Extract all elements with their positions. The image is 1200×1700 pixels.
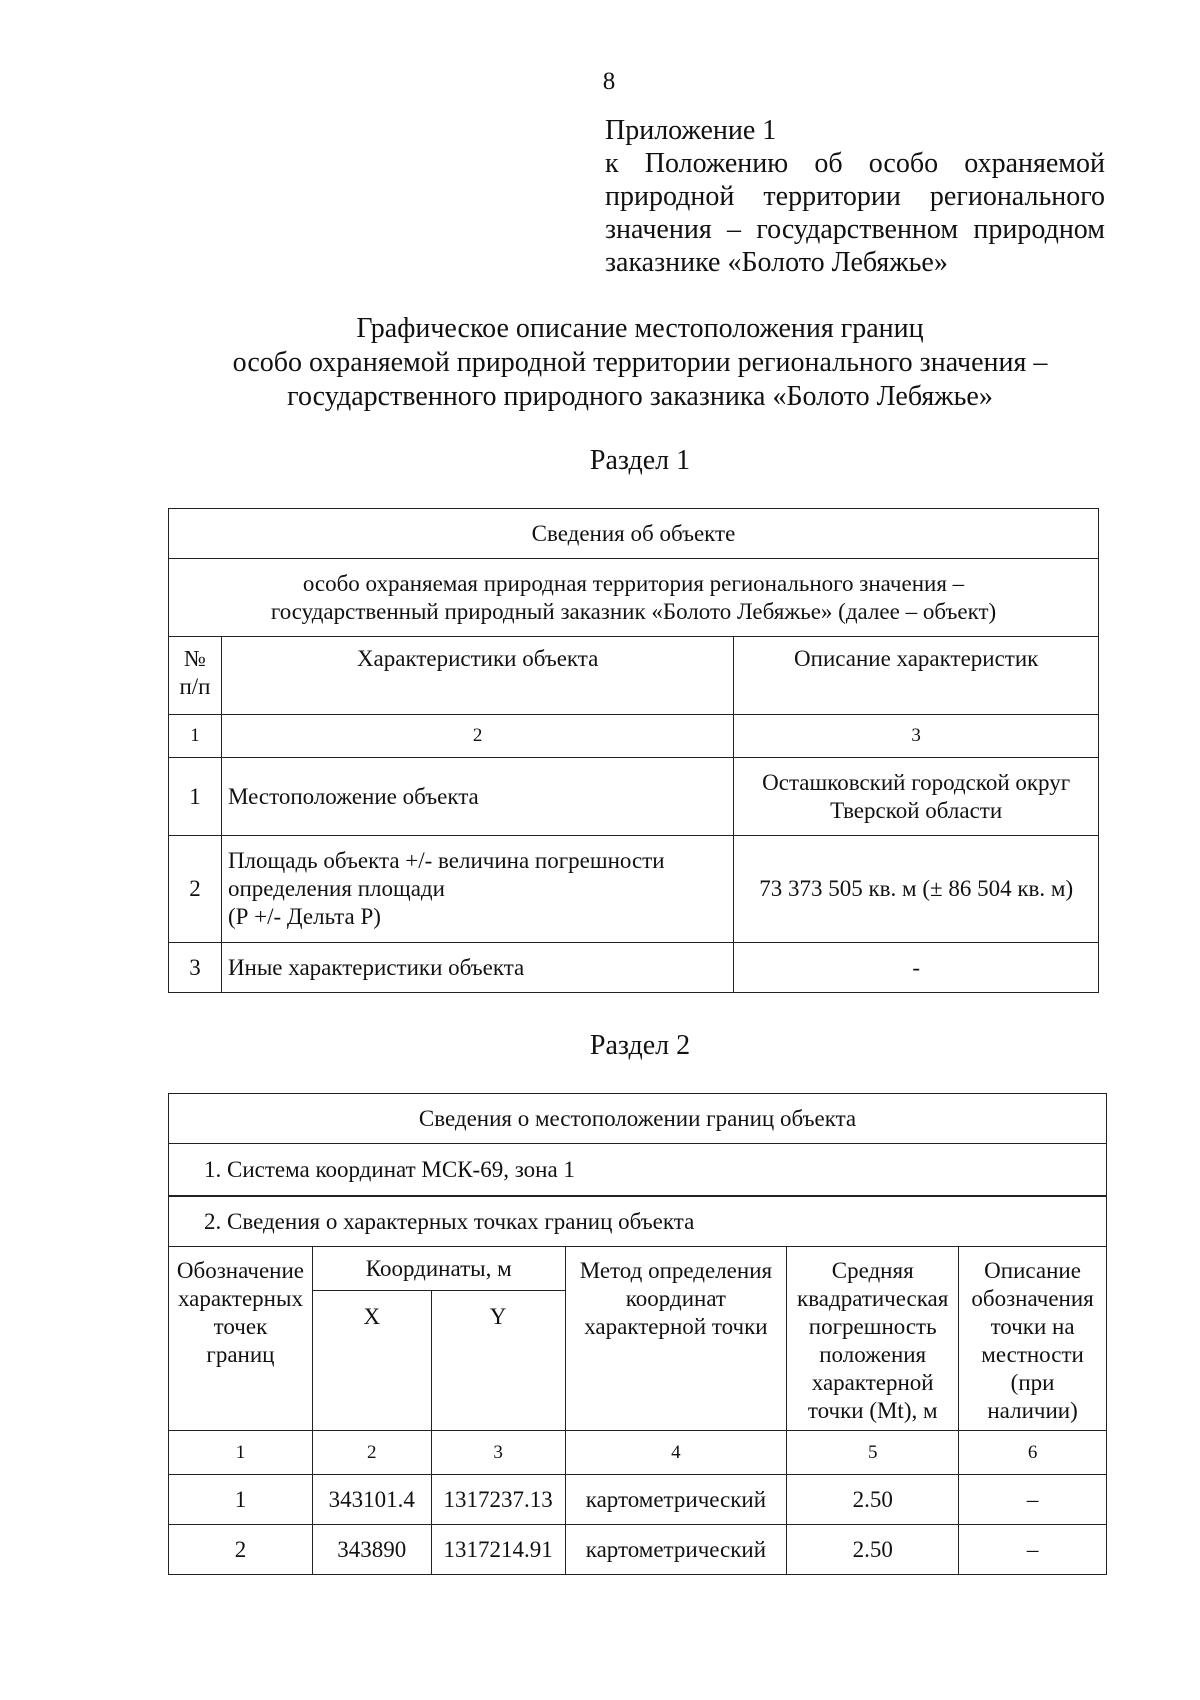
row-description: - bbox=[734, 943, 1099, 993]
section-2-heading: Раздел 2 bbox=[589, 1030, 691, 1061]
col-header-line: координат bbox=[625, 1286, 726, 1311]
col-header-line: точки (Mt), м bbox=[807, 1398, 938, 1423]
col-header-line: положения bbox=[819, 1342, 927, 1367]
row-characteristic: Иные характеристики объекта bbox=[221, 943, 733, 993]
col-header-line: квадратическая bbox=[797, 1286, 949, 1311]
row-characteristic-line: определения площади bbox=[227, 876, 445, 901]
col-number: 2 bbox=[221, 715, 733, 758]
col-header-x: X bbox=[312, 1291, 431, 1431]
col-header-line: (при bbox=[1010, 1370, 1055, 1395]
col-header-designation bbox=[169, 1247, 313, 1431]
document-title-line: государственного природного заказника «Болото Лебяжье» bbox=[287, 381, 993, 412]
point-id: 1 bbox=[169, 1475, 313, 1525]
col-number: 1 bbox=[169, 1431, 313, 1475]
col-header-line: наличии) bbox=[987, 1398, 1078, 1423]
col-number: 6 bbox=[959, 1431, 1107, 1475]
row-description-line: Осташковский городской округ bbox=[762, 769, 1071, 795]
document-title bbox=[0, 312, 1200, 414]
col-header-num-line: № bbox=[183, 646, 206, 671]
point-x: 343890 bbox=[312, 1525, 431, 1575]
point-y: 1317237.13 bbox=[431, 1475, 565, 1525]
col-header-line: Метод определения bbox=[579, 1258, 773, 1283]
appendix-title: Приложение 1 bbox=[605, 115, 777, 146]
point-description: – bbox=[959, 1525, 1107, 1575]
row-num: 2 bbox=[169, 836, 222, 943]
col-header-y: Y bbox=[431, 1291, 565, 1431]
col-header-line: границ bbox=[206, 1342, 275, 1367]
page-number: 8 bbox=[602, 68, 616, 95]
col-header-line: погрешность bbox=[808, 1314, 937, 1339]
point-error: 2.50 bbox=[787, 1525, 959, 1575]
point-method: картометрический bbox=[565, 1475, 787, 1525]
object-name-line: государственный природный заказник «Болото Лебяжье» (далее – объект) bbox=[270, 598, 997, 624]
points-header: 2. Сведения о характерных точках границ объекта bbox=[169, 1197, 1107, 1247]
col-header-description: Описание характеристик bbox=[734, 637, 1099, 715]
object-name-cell bbox=[169, 559, 1099, 637]
row-description: 73 373 505 кв. м (± 86 504 кв. м) bbox=[734, 836, 1099, 943]
col-header-line: Обозначение bbox=[176, 1258, 304, 1283]
coordinate-system: 1. Система координат МСК-69, зона 1 bbox=[169, 1144, 1107, 1196]
row-description-line: Тверской области bbox=[830, 797, 1003, 823]
point-error: 2.50 bbox=[787, 1475, 959, 1525]
document-title-line: особо охраняемой природной территории регионального значения – bbox=[232, 347, 1048, 378]
col-header-coordinates: Координаты, м bbox=[312, 1247, 565, 1291]
row-characteristic: Местоположение объекта bbox=[221, 758, 733, 836]
table-row bbox=[169, 1475, 1107, 1525]
row-characteristic-line: Площадь объекта +/- величина погрешности bbox=[227, 848, 665, 873]
col-header-line: характерной bbox=[811, 1370, 934, 1395]
col-header-error bbox=[787, 1247, 959, 1431]
row-num: 1 bbox=[169, 758, 222, 836]
col-number: 2 bbox=[312, 1431, 431, 1475]
point-x: 343101.4 bbox=[312, 1475, 431, 1525]
col-header-line: характерной точки bbox=[584, 1314, 768, 1339]
boundary-info-table bbox=[168, 1093, 1107, 1196]
col-header-point-description bbox=[959, 1247, 1107, 1431]
col-header-num bbox=[169, 637, 222, 715]
appendix-block bbox=[605, 114, 1105, 279]
section-1-heading: Раздел 1 bbox=[589, 445, 691, 476]
row-num: 3 bbox=[169, 943, 222, 993]
row-characteristic-line: (Р +/- Дельта Р) bbox=[227, 904, 381, 929]
table-row bbox=[169, 836, 1099, 943]
object-name-line: особо охраняемая природная территория регионального значения – bbox=[302, 570, 965, 596]
col-header-line: точек bbox=[213, 1314, 268, 1339]
appendix-text: к Положению об особо охраняемой природной территории регионального значения – государственном природном заказнике «Болото Лебяжье» bbox=[605, 148, 1105, 278]
table-row bbox=[169, 1525, 1107, 1575]
col-number: 3 bbox=[431, 1431, 565, 1475]
object-info-table bbox=[168, 508, 1099, 993]
document-title-line: Графическое описание местоположения границ bbox=[356, 313, 924, 344]
point-id: 2 bbox=[169, 1525, 313, 1575]
col-header-line: Описание bbox=[984, 1258, 1081, 1283]
col-header-line: местности bbox=[981, 1342, 1084, 1367]
col-header-line: характерных bbox=[177, 1286, 303, 1311]
col-number: 5 bbox=[787, 1431, 959, 1475]
col-header-method bbox=[565, 1247, 787, 1431]
col-header-line: обозначения bbox=[971, 1286, 1094, 1311]
table-header: Сведения о местоположении границ объекта bbox=[169, 1094, 1107, 1144]
row-characteristic bbox=[221, 836, 733, 943]
table-header: Сведения об объекте bbox=[169, 509, 1099, 559]
col-number: 1 bbox=[169, 715, 222, 758]
col-number: 3 bbox=[734, 715, 1099, 758]
point-method: картометрический bbox=[565, 1525, 787, 1575]
col-header-line: Средняя bbox=[831, 1258, 914, 1283]
point-description: – bbox=[959, 1475, 1107, 1525]
table-row bbox=[169, 758, 1099, 836]
boundary-points-table bbox=[168, 1196, 1107, 1575]
col-header-characteristics: Характеристики объекта bbox=[221, 637, 733, 715]
col-header-num-line: п/п bbox=[179, 674, 211, 699]
col-header-line: точки на bbox=[990, 1314, 1075, 1339]
col-number: 4 bbox=[565, 1431, 787, 1475]
row-description bbox=[734, 758, 1099, 836]
table-row bbox=[169, 943, 1099, 993]
point-y: 1317214.91 bbox=[431, 1525, 565, 1575]
